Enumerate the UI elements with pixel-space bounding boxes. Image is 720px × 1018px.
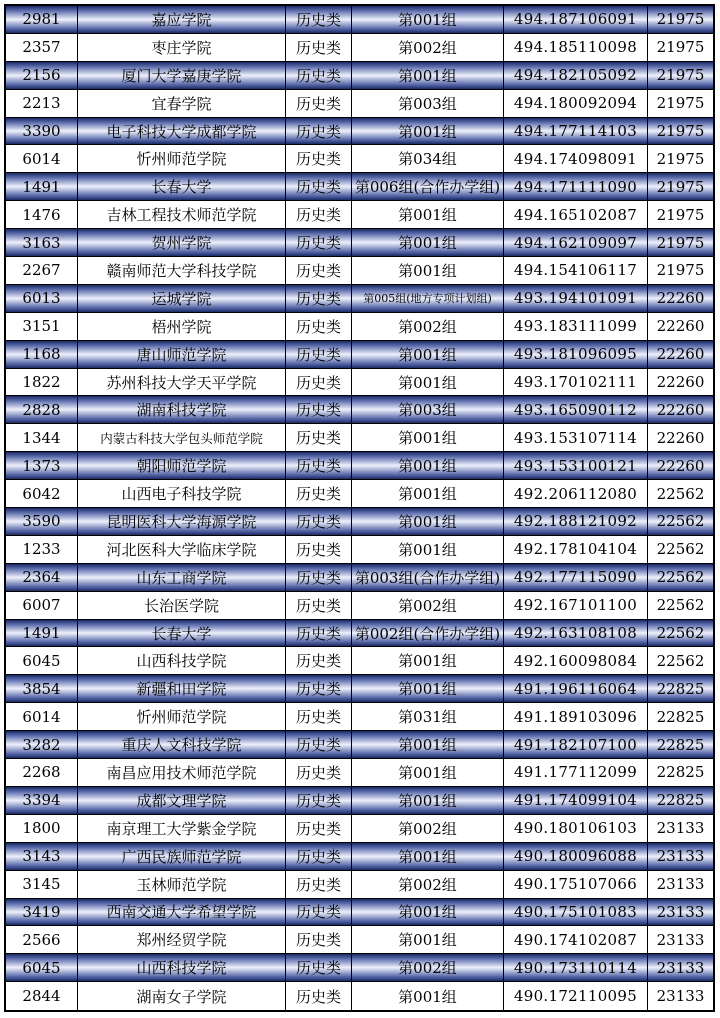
score-cell: 494.177114103 bbox=[504, 118, 648, 145]
category-cell: 历史类 bbox=[286, 285, 352, 312]
rank-cell: 21975 bbox=[656, 233, 705, 252]
group-cell: 第001组 bbox=[352, 536, 504, 563]
table-row bbox=[6, 926, 713, 954]
rank-cell: 21975 bbox=[656, 66, 705, 85]
school-code-cell: 3143 bbox=[6, 843, 78, 870]
school-code-cell: 6014 bbox=[6, 145, 78, 172]
rank-cell: 22260 bbox=[656, 428, 705, 447]
group-cell: 第001组 bbox=[352, 759, 504, 786]
category-cell: 历史类 bbox=[286, 731, 352, 758]
table-row bbox=[6, 899, 713, 927]
rank-cell: 23133 bbox=[656, 875, 705, 894]
group-cell: 第006组(合作办学组) bbox=[352, 173, 504, 200]
rank-cell: 22562 bbox=[656, 651, 705, 670]
score-cell: 491.182107100 bbox=[504, 731, 648, 758]
category-cell: 历史类 bbox=[286, 871, 352, 898]
score-cell: 491.196116064 bbox=[504, 675, 648, 702]
category-cell: 历史类 bbox=[286, 145, 352, 172]
group-cell: 第002组 bbox=[352, 313, 504, 340]
school-code-cell: 1344 bbox=[6, 424, 78, 451]
school-name-cell: 郑州经贸学院 bbox=[78, 926, 286, 953]
school-name-cell: 成都文理学院 bbox=[78, 787, 286, 814]
score-cell: 492.206112080 bbox=[504, 480, 648, 507]
table-row bbox=[6, 564, 713, 592]
school-code-cell: 3394 bbox=[6, 787, 78, 814]
group-cell: 第001组 bbox=[352, 899, 504, 926]
table-row bbox=[6, 229, 713, 257]
school-name-cell: 贺州学院 bbox=[78, 229, 286, 256]
group-cell: 第001组 bbox=[352, 843, 504, 870]
rank-cell: 21975 bbox=[656, 10, 705, 29]
rank-cell: 22825 bbox=[656, 707, 705, 726]
school-name-cell: 广西民族师范学院 bbox=[78, 843, 286, 870]
school-code-cell: 1476 bbox=[6, 201, 78, 228]
school-name-cell: 枣庄学院 bbox=[78, 34, 286, 61]
group-cell: 第001组 bbox=[352, 926, 504, 953]
category-cell: 历史类 bbox=[286, 173, 352, 200]
category-cell: 历史类 bbox=[286, 369, 352, 396]
group-cell: 第001组 bbox=[352, 424, 504, 451]
school-code-cell: 3854 bbox=[6, 675, 78, 702]
school-code-cell: 2364 bbox=[6, 564, 78, 591]
school-code-cell: 2566 bbox=[6, 926, 78, 953]
rank-cell: 22562 bbox=[656, 484, 705, 503]
category-cell: 历史类 bbox=[286, 118, 352, 145]
school-name-cell: 长治医学院 bbox=[78, 592, 286, 619]
group-cell: 第001组 bbox=[352, 731, 504, 758]
school-code-cell: 1800 bbox=[6, 815, 78, 842]
school-name-cell: 长春大学 bbox=[78, 173, 286, 200]
group-cell: 第031组 bbox=[352, 703, 504, 730]
school-code-cell: 3151 bbox=[6, 313, 78, 340]
score-cell: 492.167101100 bbox=[504, 592, 648, 619]
score-cell: 492.178104104 bbox=[504, 536, 648, 563]
school-code-cell: 6045 bbox=[6, 647, 78, 674]
score-cell: 492.188121092 bbox=[504, 508, 648, 535]
school-name-cell: 电子科技大学成都学院 bbox=[78, 118, 286, 145]
score-cell: 490.180096088 bbox=[504, 843, 648, 870]
table-row bbox=[6, 787, 713, 815]
group-cell: 第001组 bbox=[352, 508, 504, 535]
group-cell: 第001组 bbox=[352, 452, 504, 479]
school-code-cell: 2844 bbox=[6, 982, 78, 1010]
group-cell: 第002组 bbox=[352, 592, 504, 619]
category-cell: 历史类 bbox=[286, 954, 352, 981]
score-cell: 490.173110114 bbox=[504, 954, 648, 981]
group-cell: 第002组 bbox=[352, 815, 504, 842]
rank-cell: 22260 bbox=[656, 317, 705, 336]
rank-cell: 22260 bbox=[656, 456, 705, 475]
score-cell: 494.180092094 bbox=[504, 90, 648, 117]
school-code-cell: 1168 bbox=[6, 341, 78, 368]
school-code-cell: 3390 bbox=[6, 118, 78, 145]
table-row bbox=[6, 90, 713, 118]
rank-cell: 23133 bbox=[656, 819, 705, 838]
table-row bbox=[6, 508, 713, 536]
rank-cell: 23133 bbox=[656, 958, 705, 977]
rank-cell: 22260 bbox=[656, 373, 705, 392]
school-code-cell: 1373 bbox=[6, 452, 78, 479]
group-cell: 第002组 bbox=[352, 34, 504, 61]
school-code-cell: 2267 bbox=[6, 257, 78, 284]
group-cell: 第001组 bbox=[352, 982, 504, 1010]
school-name-cell: 忻州师范学院 bbox=[78, 703, 286, 730]
school-name-cell: 河北医科大学临床学院 bbox=[78, 536, 286, 563]
table-row bbox=[6, 871, 713, 899]
rank-cell: 22562 bbox=[656, 568, 705, 587]
category-cell: 历史类 bbox=[286, 90, 352, 117]
category-cell: 历史类 bbox=[286, 229, 352, 256]
group-cell: 第001组 bbox=[352, 62, 504, 89]
table-row bbox=[6, 62, 713, 90]
table-row bbox=[6, 396, 713, 424]
category-cell: 历史类 bbox=[286, 536, 352, 563]
school-name-cell: 吉林工程技术师范学院 bbox=[78, 201, 286, 228]
group-cell: 第034组 bbox=[352, 145, 504, 172]
category-cell: 历史类 bbox=[286, 564, 352, 591]
table-row bbox=[6, 954, 713, 982]
school-name-cell: 湖南科技学院 bbox=[78, 396, 286, 423]
school-name-cell: 重庆人文科技学院 bbox=[78, 731, 286, 758]
score-cell: 494.185110098 bbox=[504, 34, 648, 61]
group-cell: 第001组 bbox=[352, 369, 504, 396]
group-cell: 第005组(地方专项计划组) bbox=[352, 285, 504, 312]
score-cell: 492.160098084 bbox=[504, 647, 648, 674]
school-name-cell: 苏州科技大学天平学院 bbox=[78, 369, 286, 396]
school-name-cell: 朝阳师范学院 bbox=[78, 452, 286, 479]
school-name-cell: 嘉应学院 bbox=[78, 6, 286, 33]
score-cell: 494.171111090 bbox=[504, 173, 648, 200]
rank-cell: 21975 bbox=[656, 122, 705, 140]
rank-cell: 23133 bbox=[656, 847, 705, 866]
category-cell: 历史类 bbox=[286, 201, 352, 228]
table-row bbox=[6, 145, 713, 173]
group-cell: 第003组 bbox=[352, 90, 504, 117]
group-cell: 第001组 bbox=[352, 257, 504, 284]
category-cell: 历史类 bbox=[286, 313, 352, 340]
score-cell: 493.170102111 bbox=[504, 369, 648, 396]
school-code-cell: 3145 bbox=[6, 871, 78, 898]
group-cell: 第001组 bbox=[352, 647, 504, 674]
table-row bbox=[6, 173, 713, 201]
school-code-cell: 6007 bbox=[6, 592, 78, 619]
category-cell: 历史类 bbox=[286, 396, 352, 423]
score-cell: 493.181096095 bbox=[504, 341, 648, 368]
table-row bbox=[6, 675, 713, 703]
group-cell: 第001组 bbox=[352, 675, 504, 702]
score-cell: 490.175101083 bbox=[504, 899, 648, 926]
school-name-cell: 赣南师范大学科技学院 bbox=[78, 257, 286, 284]
school-code-cell: 3163 bbox=[6, 229, 78, 256]
rank-cell: 22260 bbox=[656, 345, 705, 364]
school-code-cell: 2268 bbox=[6, 759, 78, 786]
score-cell: 494.165102087 bbox=[504, 201, 648, 228]
rank-cell: 22260 bbox=[656, 400, 705, 419]
school-name-cell: 西南交通大学希望学院 bbox=[78, 899, 286, 926]
school-code-cell: 6042 bbox=[6, 480, 78, 507]
table-row bbox=[6, 341, 713, 369]
category-cell: 历史类 bbox=[286, 843, 352, 870]
table-row bbox=[6, 982, 713, 1010]
rank-cell: 22260 bbox=[656, 289, 705, 308]
rank-cell: 22825 bbox=[656, 735, 705, 754]
category-cell: 历史类 bbox=[286, 620, 352, 647]
school-code-cell: 1491 bbox=[6, 173, 78, 200]
rank-cell: 21975 bbox=[656, 261, 705, 280]
group-cell: 第002组(合作办学组) bbox=[352, 620, 504, 647]
school-code-cell: 6013 bbox=[6, 285, 78, 312]
table-row bbox=[6, 815, 713, 843]
category-cell: 历史类 bbox=[286, 341, 352, 368]
category-cell: 历史类 bbox=[286, 452, 352, 479]
score-cell: 492.177115090 bbox=[504, 564, 648, 591]
school-code-cell: 6045 bbox=[6, 954, 78, 981]
rank-cell: 21975 bbox=[656, 94, 705, 113]
school-code-cell: 1233 bbox=[6, 536, 78, 563]
score-cell: 490.172110095 bbox=[504, 982, 648, 1010]
category-cell: 历史类 bbox=[286, 759, 352, 786]
table-row bbox=[6, 118, 713, 146]
category-cell: 历史类 bbox=[286, 703, 352, 730]
group-cell: 第001组 bbox=[352, 480, 504, 507]
table-row bbox=[6, 369, 713, 397]
group-cell: 第001组 bbox=[352, 118, 504, 145]
score-cell: 490.174102087 bbox=[504, 926, 648, 953]
school-name-cell: 玉林师范学院 bbox=[78, 871, 286, 898]
score-cell: 491.174099104 bbox=[504, 787, 648, 814]
table-row bbox=[6, 201, 713, 229]
school-code-cell: 2828 bbox=[6, 396, 78, 423]
school-name-cell: 湖南女子学院 bbox=[78, 982, 286, 1010]
rank-cell: 22562 bbox=[656, 596, 705, 615]
group-cell: 第003组 bbox=[352, 396, 504, 423]
table-row bbox=[6, 620, 713, 648]
score-cell: 493.153100121 bbox=[504, 452, 648, 479]
score-cell: 493.183111099 bbox=[504, 313, 648, 340]
group-cell: 第001组 bbox=[352, 6, 504, 33]
school-name-cell: 南昌应用技术师范学院 bbox=[78, 759, 286, 786]
group-cell: 第002组 bbox=[352, 871, 504, 898]
category-cell: 历史类 bbox=[286, 257, 352, 284]
rank-cell: 22562 bbox=[656, 624, 705, 643]
table-row bbox=[6, 843, 713, 871]
rank-cell: 21975 bbox=[656, 205, 705, 224]
score-cell: 491.177112099 bbox=[504, 759, 648, 786]
school-name-cell: 长春大学 bbox=[78, 620, 286, 647]
table-row bbox=[6, 703, 713, 731]
category-cell: 历史类 bbox=[286, 592, 352, 619]
score-cell: 494.154106117 bbox=[504, 257, 648, 284]
school-name-cell: 新疆和田学院 bbox=[78, 675, 286, 702]
table-row bbox=[6, 285, 713, 313]
school-code-cell: 2156 bbox=[6, 62, 78, 89]
school-name-cell: 南京理工大学紫金学院 bbox=[78, 815, 286, 842]
table-row bbox=[6, 6, 713, 34]
score-cell: 494.182105092 bbox=[504, 62, 648, 89]
table-row bbox=[6, 731, 713, 759]
school-name-cell: 山西电子科技学院 bbox=[78, 480, 286, 507]
rank-cell: 22825 bbox=[656, 791, 705, 810]
table-row bbox=[6, 647, 713, 675]
category-cell: 历史类 bbox=[286, 982, 352, 1010]
score-cell: 490.180106103 bbox=[504, 815, 648, 842]
score-cell: 494.174098091 bbox=[504, 145, 648, 172]
school-code-cell: 1822 bbox=[6, 369, 78, 396]
category-cell: 历史类 bbox=[286, 675, 352, 702]
school-code-cell: 3419 bbox=[6, 899, 78, 926]
category-cell: 历史类 bbox=[286, 787, 352, 814]
category-cell: 历史类 bbox=[286, 899, 352, 926]
group-cell: 第003组(合作办学组) bbox=[352, 564, 504, 591]
rank-cell: 22825 bbox=[656, 679, 705, 698]
group-cell: 第001组 bbox=[352, 787, 504, 814]
school-name-cell: 宜春学院 bbox=[78, 90, 286, 117]
table-row bbox=[6, 313, 713, 341]
score-cell: 492.163108108 bbox=[504, 620, 648, 647]
category-cell: 历史类 bbox=[286, 62, 352, 89]
table-row bbox=[6, 34, 713, 62]
rank-cell: 23133 bbox=[656, 902, 705, 921]
school-code-cell: 1491 bbox=[6, 620, 78, 647]
school-name-cell: 运城学院 bbox=[78, 285, 286, 312]
score-cell: 491.189103096 bbox=[504, 703, 648, 730]
score-cell: 494.162109097 bbox=[504, 229, 648, 256]
rank-cell: 21975 bbox=[656, 149, 705, 168]
school-code-cell: 3282 bbox=[6, 731, 78, 758]
table-row bbox=[6, 536, 713, 564]
rank-cell: 22825 bbox=[656, 763, 705, 782]
table-row bbox=[6, 759, 713, 787]
table-row bbox=[6, 480, 713, 508]
school-name-cell: 梧州学院 bbox=[78, 313, 286, 340]
rank-cell: 23133 bbox=[656, 930, 705, 949]
table-row bbox=[6, 452, 713, 480]
school-code-cell: 6014 bbox=[6, 703, 78, 730]
category-cell: 历史类 bbox=[286, 815, 352, 842]
category-cell: 历史类 bbox=[286, 424, 352, 451]
group-cell: 第001组 bbox=[352, 341, 504, 368]
rank-cell: 21975 bbox=[656, 38, 705, 57]
category-cell: 历史类 bbox=[286, 647, 352, 674]
rank-cell: 23133 bbox=[656, 987, 705, 1006]
school-name-cell: 唐山师范学院 bbox=[78, 341, 286, 368]
school-name-cell: 山西科技学院 bbox=[78, 954, 286, 981]
category-cell: 历史类 bbox=[286, 6, 352, 33]
score-cell: 493.165090112 bbox=[504, 396, 648, 423]
school-name-cell: 厦门大学嘉庚学院 bbox=[78, 62, 286, 89]
group-cell: 第001组 bbox=[352, 229, 504, 256]
school-name-cell: 内蒙古科技大学包头师范学院 bbox=[78, 424, 286, 451]
table-row bbox=[6, 592, 713, 620]
category-cell: 历史类 bbox=[286, 926, 352, 953]
group-cell: 第001组 bbox=[352, 201, 504, 228]
score-cell: 494.187106091 bbox=[504, 6, 648, 33]
school-name-cell: 昆明医科大学海源学院 bbox=[78, 508, 286, 535]
school-code-cell: 2357 bbox=[6, 34, 78, 61]
score-cell: 490.175107066 bbox=[504, 871, 648, 898]
category-cell: 历史类 bbox=[286, 480, 352, 507]
school-code-cell: 2981 bbox=[6, 6, 78, 33]
category-cell: 历史类 bbox=[286, 34, 352, 61]
rank-cell: 21975 bbox=[656, 177, 705, 196]
table-row bbox=[6, 257, 713, 285]
rank-cell: 22562 bbox=[656, 512, 705, 531]
category-cell: 历史类 bbox=[286, 508, 352, 535]
score-cell: 493.194101091 bbox=[504, 285, 648, 312]
school-name-cell: 山西科技学院 bbox=[78, 647, 286, 674]
group-cell: 第002组 bbox=[352, 954, 504, 981]
rank-cell: 22562 bbox=[656, 540, 705, 559]
school-code-cell: 2213 bbox=[6, 90, 78, 117]
score-table bbox=[4, 4, 715, 1012]
school-name-cell: 山东工商学院 bbox=[78, 564, 286, 591]
score-cell: 493.153107114 bbox=[504, 424, 648, 451]
school-name-cell: 忻州师范学院 bbox=[78, 145, 286, 172]
table-row bbox=[6, 424, 713, 452]
school-code-cell: 3590 bbox=[6, 508, 78, 535]
